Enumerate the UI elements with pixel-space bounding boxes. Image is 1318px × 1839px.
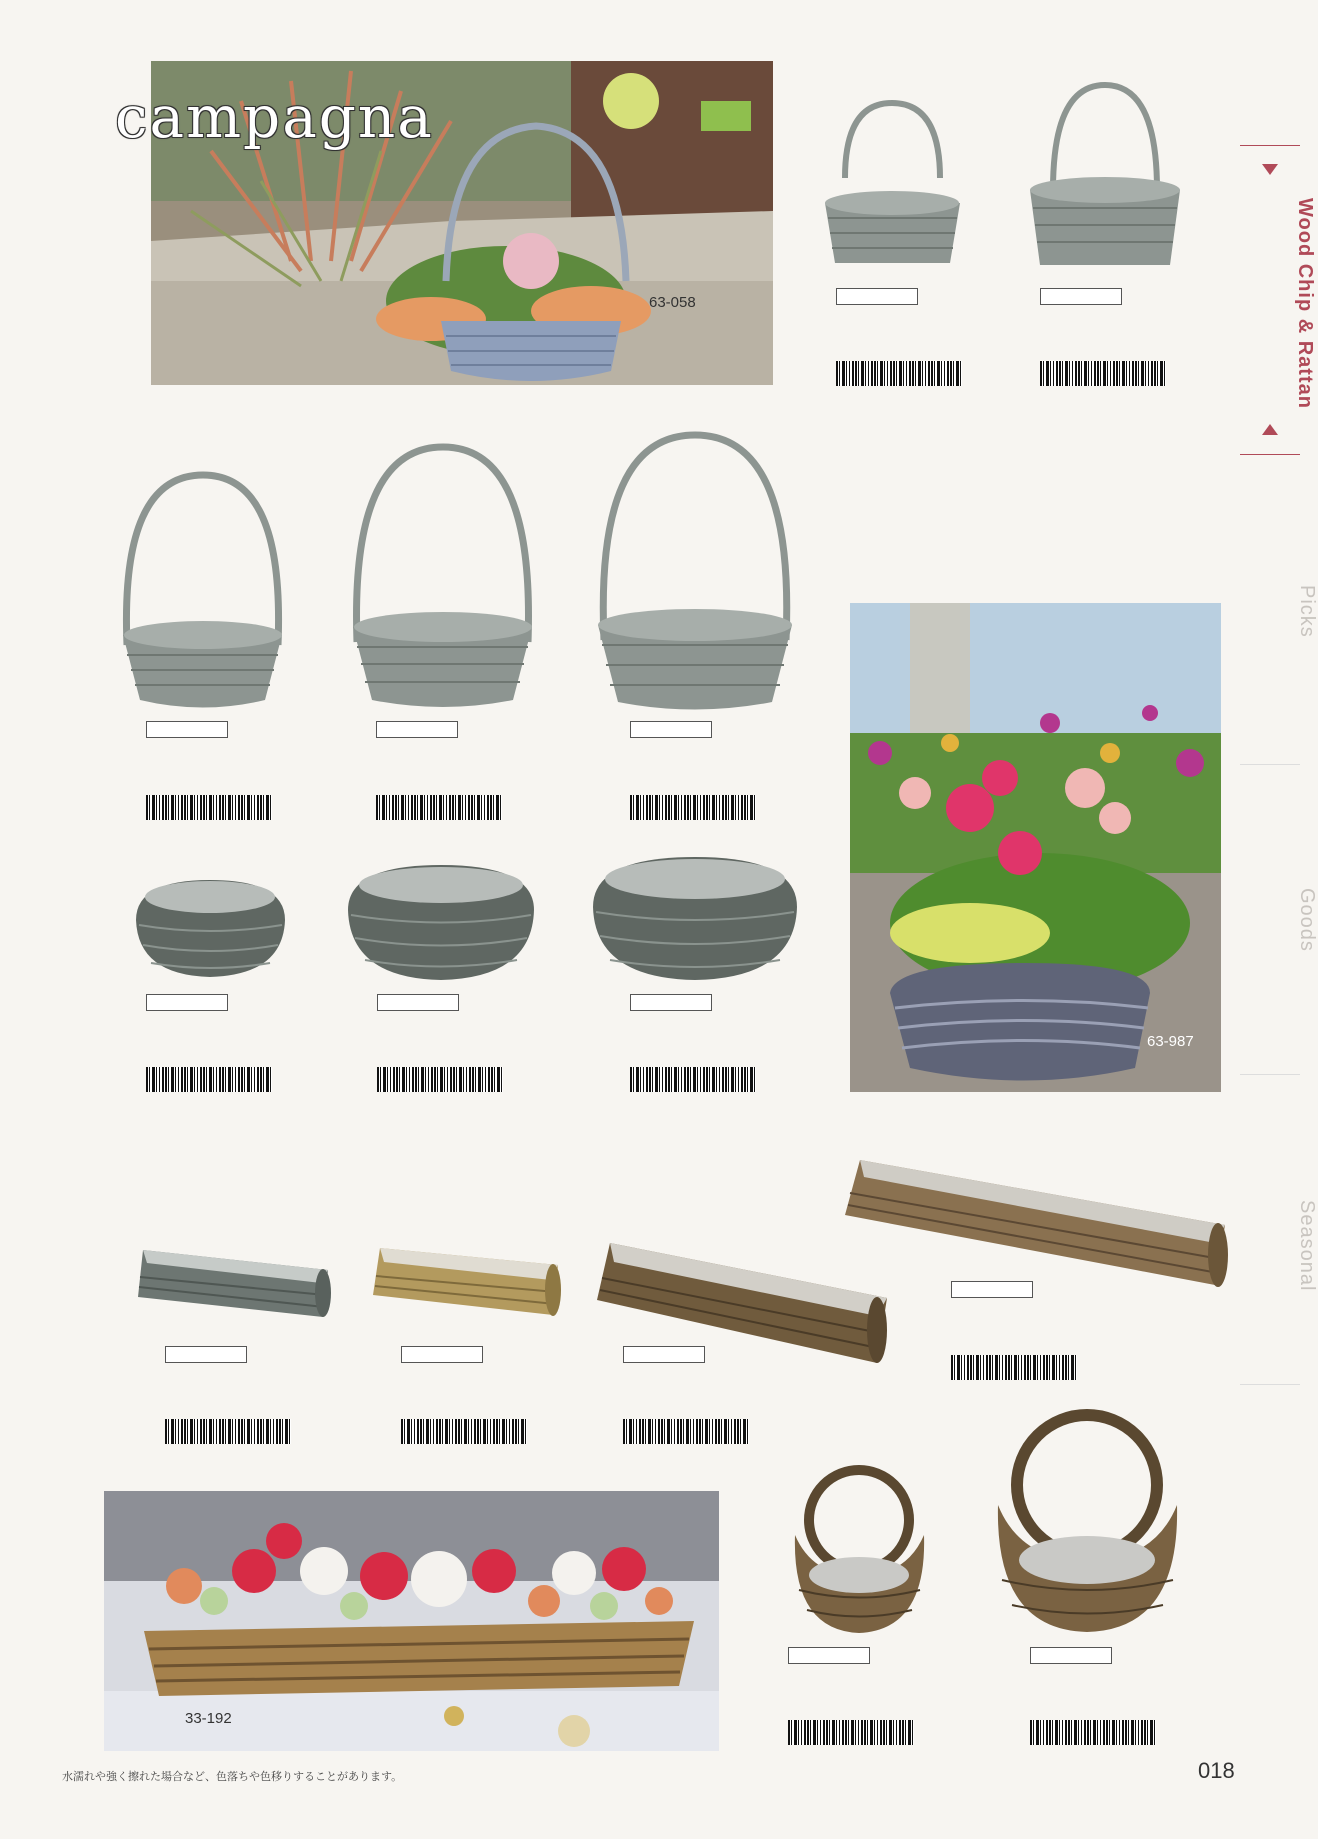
planter-long-gray: [133, 1245, 333, 1320]
side-nav-active-tab[interactable]: Wood Chip & Rattan: [1294, 198, 1316, 409]
product-code-box: [951, 1281, 1033, 1298]
basket-gray-round-handle-large: [590, 430, 800, 715]
footer-disclaimer: 水濡れや強く擦れた場合など、色落ちや色移りすることがあります。: [62, 1771, 403, 1783]
bowl-gray-large: [590, 852, 800, 982]
product-code-box: [401, 1346, 483, 1363]
basket-gray-square-small: [820, 98, 965, 268]
product-barcode: [1040, 361, 1166, 386]
side-nav-divider: [1240, 145, 1300, 146]
brand-title: campagna: [115, 83, 434, 151]
planter-long-twig-large: [840, 1155, 1230, 1290]
basket-gray-round-handle-small: [115, 470, 290, 715]
product-barcode: [788, 1720, 914, 1745]
basket-gray-round-handle-medium: [345, 442, 540, 712]
product-code-box: [630, 994, 712, 1011]
product-barcode: [630, 1067, 756, 1092]
campagna-top-photo: [115, 61, 773, 385]
product-code-box: [630, 721, 712, 738]
side-nav-item-seasonal[interactable]: Seasonal: [1296, 1200, 1318, 1292]
side-nav-divider: [1240, 1074, 1300, 1075]
product-barcode: [165, 1419, 291, 1444]
side-nav-divider: [1240, 764, 1300, 765]
product-barcode: [401, 1419, 527, 1444]
planter-arrangement-photo: [104, 1491, 719, 1751]
product-code-box: [376, 721, 458, 738]
product-barcode: [630, 795, 756, 820]
side-nav-item-picks[interactable]: Picks: [1296, 585, 1318, 638]
product-code-box: [146, 994, 228, 1011]
product-code-box: [623, 1346, 705, 1363]
product-code-box: [1030, 1647, 1112, 1664]
product-barcode: [951, 1355, 1077, 1380]
nav-down-arrow-icon: [1262, 164, 1278, 175]
pot-basket-photo: [850, 603, 1221, 1092]
nav-up-arrow-icon: [1262, 424, 1278, 435]
side-nav-divider: [1240, 454, 1300, 455]
product-code-box: [146, 721, 228, 738]
product-barcode: [836, 361, 962, 386]
side-nav-item-goods[interactable]: Goods: [1296, 888, 1318, 952]
bowl-gray-medium: [345, 860, 537, 982]
product-code-box: [788, 1647, 870, 1664]
product-barcode: [377, 1067, 503, 1092]
product-barcode: [146, 1067, 272, 1092]
product-barcode: [146, 795, 272, 820]
photo-code-label: 33-192: [185, 1710, 232, 1727]
product-barcode: [376, 795, 502, 820]
product-barcode: [1030, 1720, 1156, 1745]
page-number: 018: [1198, 1758, 1235, 1783]
bowl-gray-small: [133, 875, 288, 980]
basket-twig-loop-large: [990, 1410, 1185, 1635]
product-code-box: [836, 288, 918, 305]
side-nav-divider: [1240, 1384, 1300, 1385]
photo-code-label: 63-058: [649, 294, 696, 311]
product-code-box: [377, 994, 459, 1011]
basket-gray-square-large: [1025, 80, 1185, 270]
basket-twig-loop-small: [787, 1465, 932, 1637]
product-code-box: [165, 1346, 247, 1363]
product-barcode: [623, 1419, 749, 1444]
planter-long-natural-small: [368, 1240, 563, 1320]
product-code-box: [1040, 288, 1122, 305]
photo-code-label: 63-987: [1147, 1033, 1194, 1050]
